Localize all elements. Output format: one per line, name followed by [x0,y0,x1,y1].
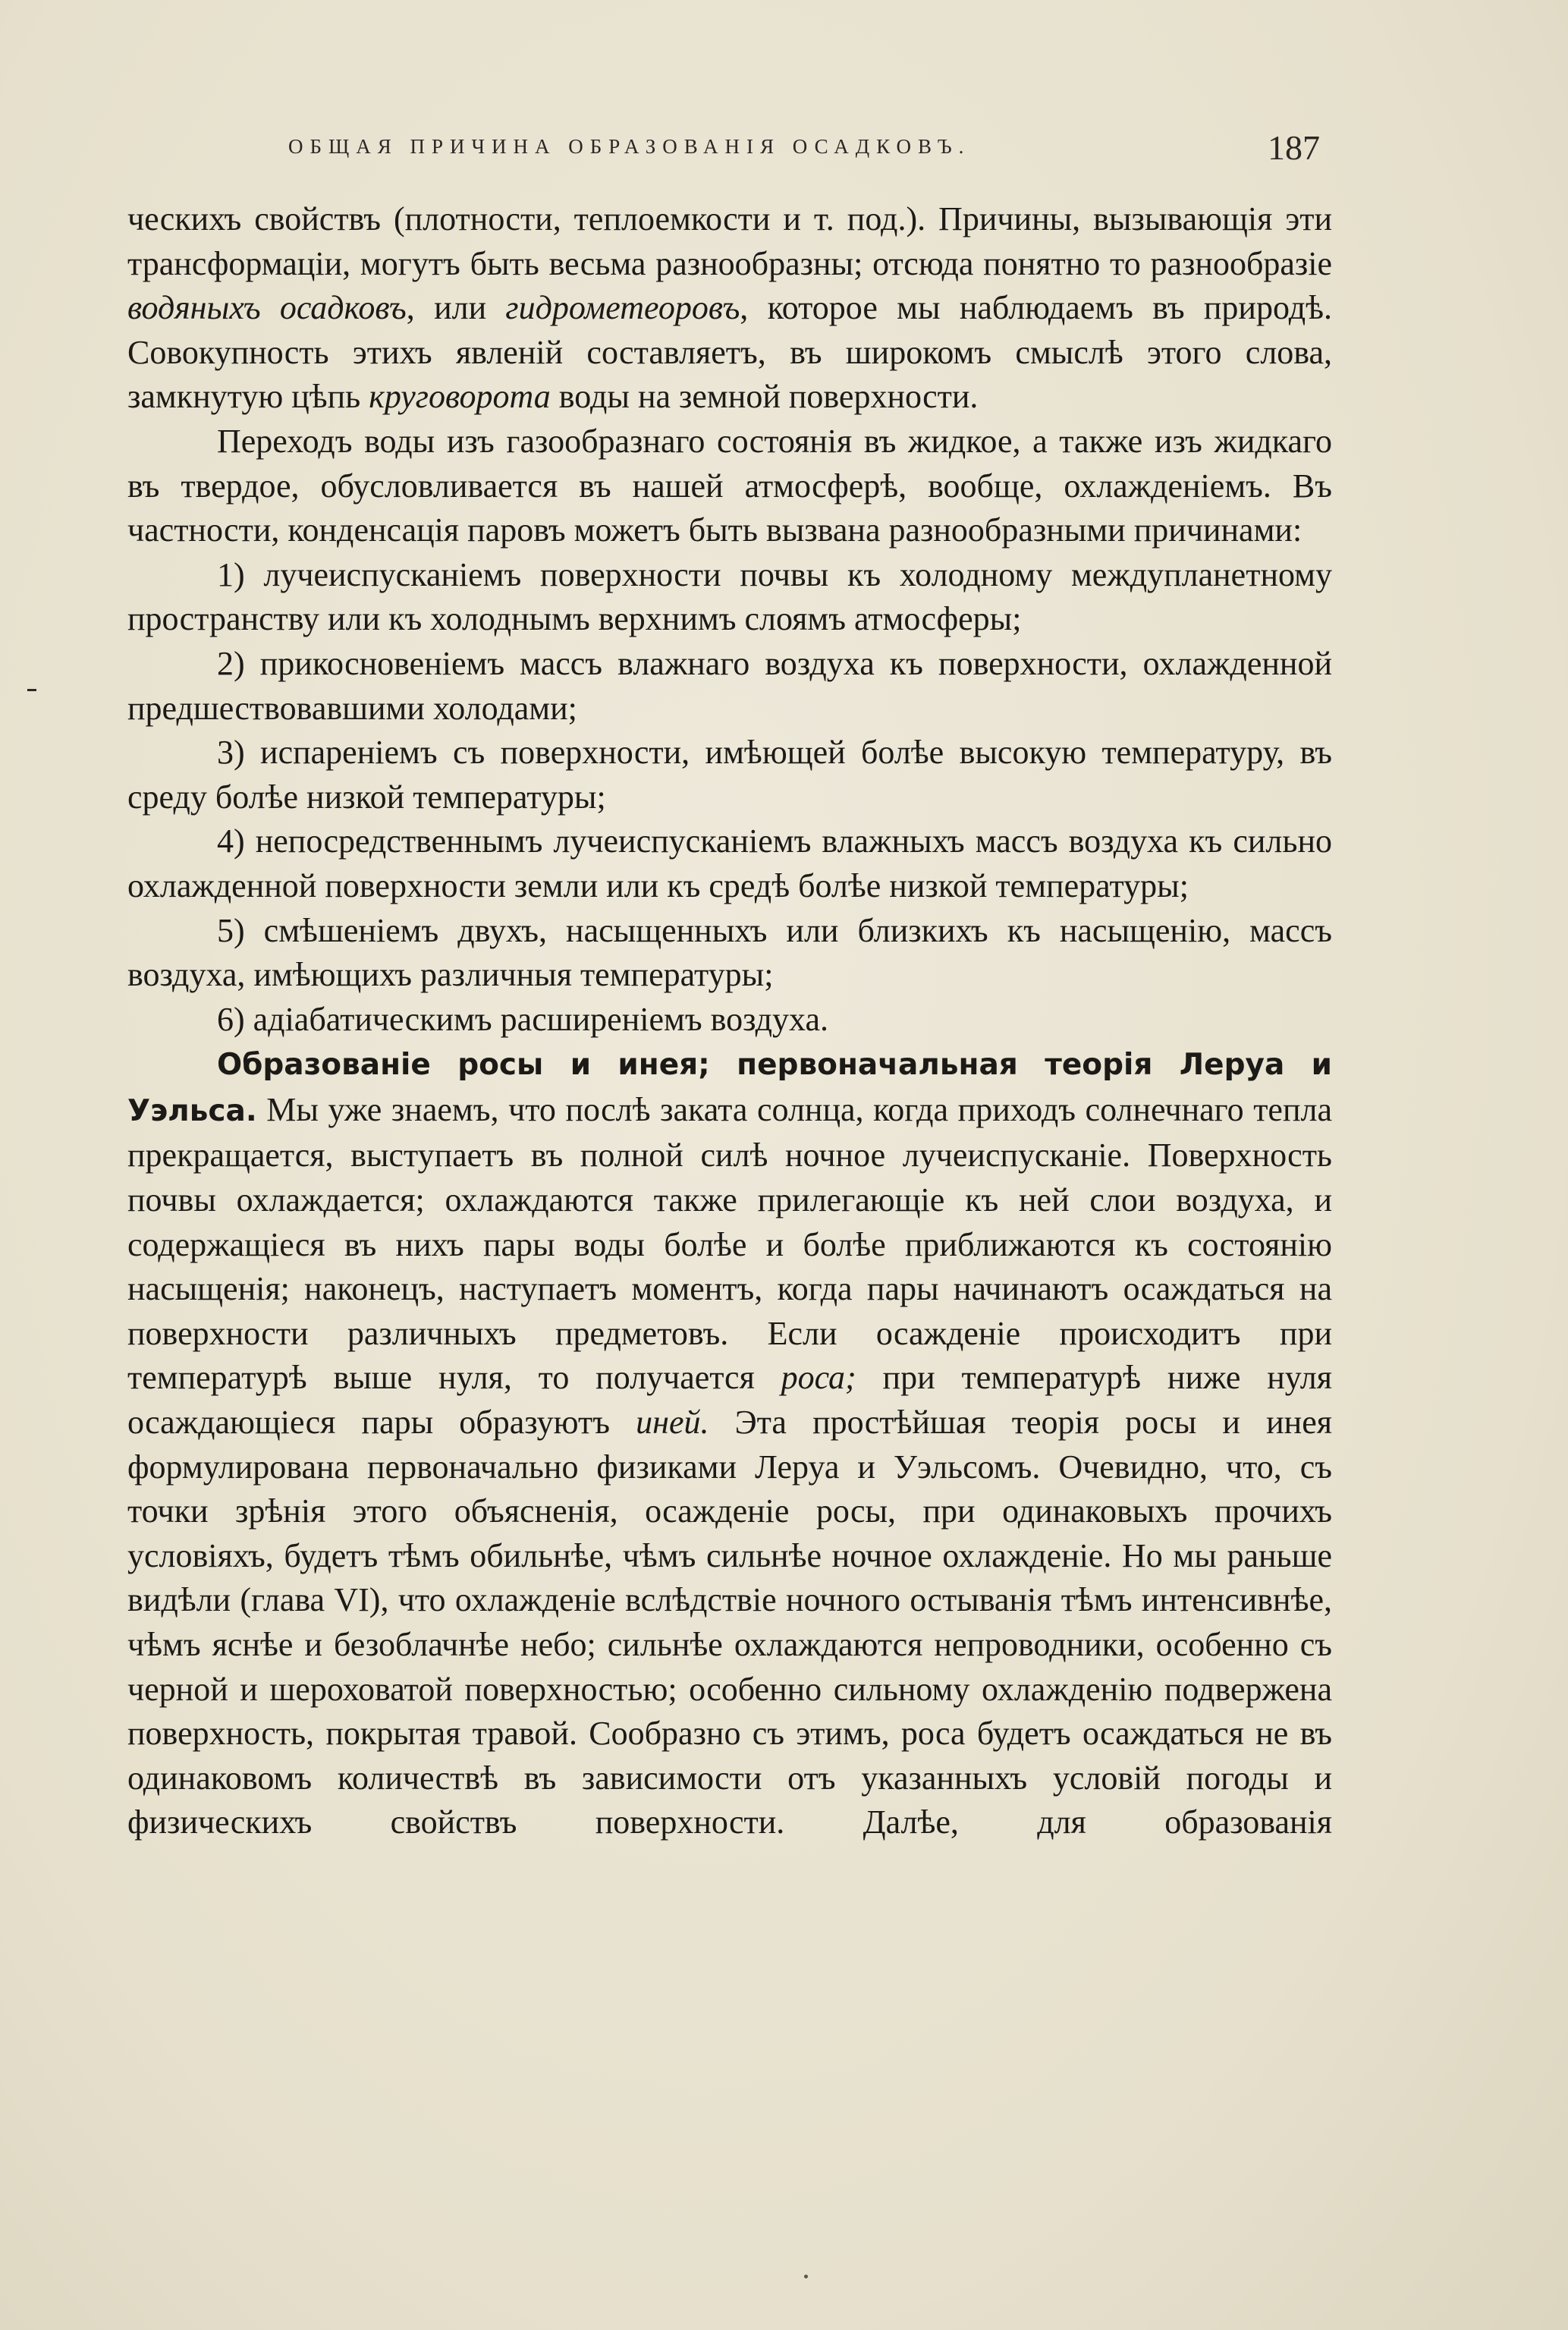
term-water-precipitation: водяныхъ осадковъ [127,289,407,327]
term-frost: иней. [636,1404,709,1442]
running-header [288,127,1320,173]
term-dew: роса; [781,1359,856,1397]
section-paragraph: Образованіе росы и инея; первоначальная теорія Леруа и Уэльса. Мы уже знаемъ, что послѣ заката солнца, когда приходъ солнечнаго тепла прекращается, выступаетъ въ полной силѣ ночное лучеиспусканіе. Поверхность почвы охлаждается; охлаждаются также прилегающіе къ ней слои воздуха, и содержащіеся въ нихъ пары воды болѣе и болѣе приближаются къ состоянію насыщенія; наконецъ, наступаетъ моментъ, когда пары начинаютъ осаждаться на поверхности различныхъ предметовъ. Если осажденіе происходитъ при температурѣ выше нуля, то получается роса; при температурѣ ниже нуля осаждающіеся пары образуютъ иней. Эта простѣйшая теорія росы и инея формулирована первоначально физиками Леруа и Уэльсомъ. Очевидно, что, съ точки зрѣнія этого объясненія, осажденіе росы, при одинаковыхъ прочихъ условіяхъ, будетъ тѣмъ обильнѣе, чѣмъ сильнѣе ночное охлажденіе. Но мы раньше видѣли (глава VI), что охлажденіе вслѣдствіе ночного остыванія тѣмъ интенсивнѣе, чѣмъ яснѣе и безоблачнѣе небо; сильнѣе охлаждаются непроводники, особенно съ черной и шероховатой поверхностью; особенно сильному охлажденію подвержена поверхность, покрытая травой. Сообразно съ этимъ, роса будетъ осаждаться не въ одинаковомъ количествѣ въ зависимости отъ указанныхъ условій погоды и физическихъ свойствъ поверхности. Далѣе, для образованія [127,1048,1333,1841]
list-item-6: 6) адіабатическимъ расширеніемъ воздуха. [217,1000,828,1038]
term-circulation: круговорота [369,378,551,416]
list-item-1: 1) лучеиспусканіемъ поверхности почвы къ холодному междупланетному пространству или къ холоднымъ верхнимъ слоямъ атмосферы; [127,555,1332,638]
paragraph-2: Переходъ воды изъ газообразнаго состоянія въ жидкое, а также изъ жидкаго въ твердое, обусловливается въ нашей атмосферѣ, вообще, охлажденіемъ. Въ частности, конденсація паровъ можетъ быть вызвана разнообразными причинами: [127,422,1332,549]
list-item-3: 3) испареніемъ съ поверхности, имѣющей болѣе высокую температуру, въ среду болѣе низкой температуры; [127,734,1332,816]
list-item-2: 2) прикосновеніемъ массъ влажнаго воздуха къ поверхности, охлажденной предшествовавшими холодами; [127,644,1332,727]
margin-mark [27,689,36,691]
list-item-4: 4) непосредственнымъ лучеиспусканіемъ влажныхъ массъ воздуха къ сильно охлажденной поверхности земли или къ средѣ болѣе низкой температуры; [127,822,1332,904]
print-speck [804,2275,808,2278]
list-item-5: 5) смѣшеніемъ двухъ, насыщенныхъ или близкихъ къ насыщенію, массъ воздуха, имѣющихъ различныя температуры; [127,911,1332,994]
header-title: ОБЩАЯ ПРИЧИНА ОБРАЗОВАНІЯ ОСАДКОВЪ. [288,135,971,158]
section-heading: Образованіе росы и инея; первоначальная теорія Леруа и Уэльса. [127,1048,1332,1128]
page-number: 187 [1268,128,1320,167]
body-text [127,197,1332,1845]
paragraph-1: ческихъ свойствъ (плотности, теплоемкости и т. под.). Причины, вызывающія эти трансформаціи, могутъ быть весьма разнообразны; отсюда понятно то разнообразіе водяныхъ осадковъ, или гидрометеоровъ, которое мы наблюдаемъ въ природѣ. Совокупность этихъ явленій составляетъ, въ широкомъ смыслѣ этого слова, замкнутую цѣпь круговорота воды на земной поверхности. [127,200,1332,416]
term-hydrometeors: гидрометеоровъ [505,289,740,327]
